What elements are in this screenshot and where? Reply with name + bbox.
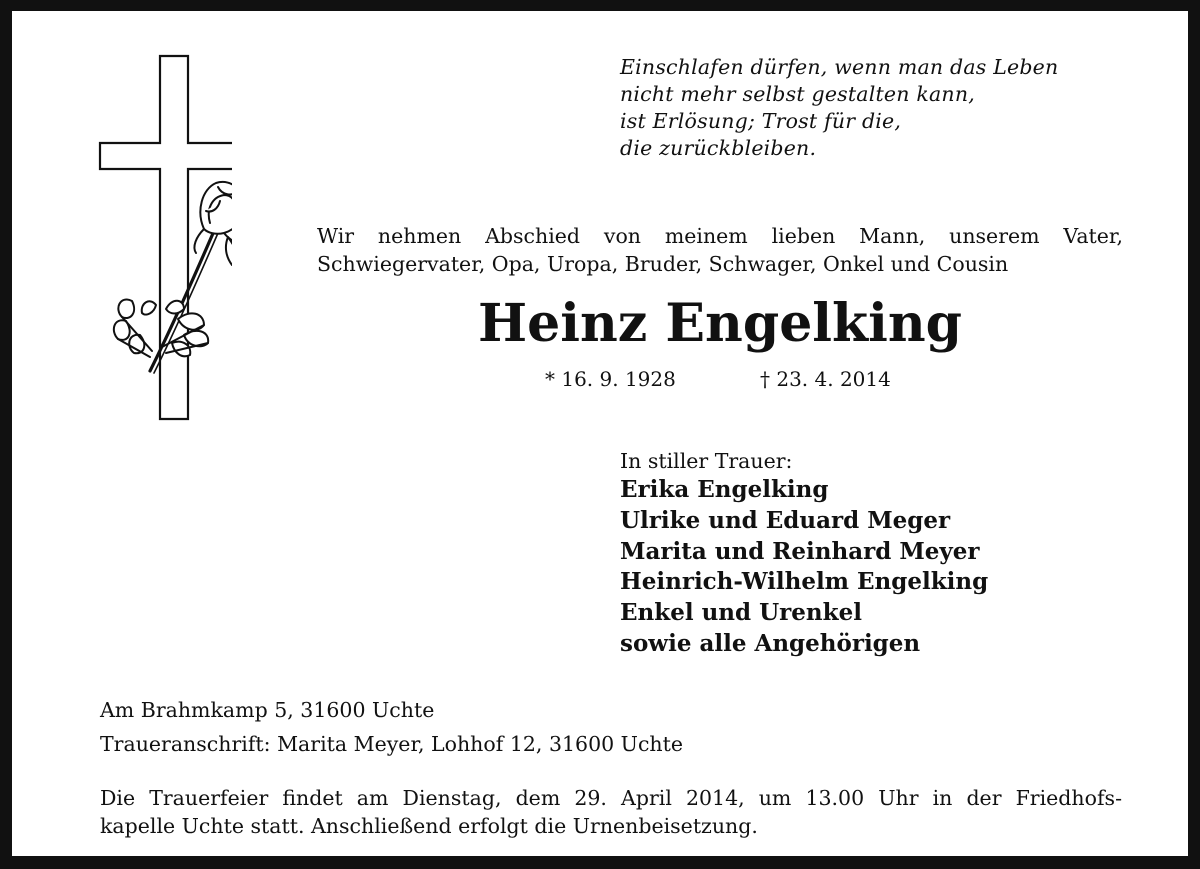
mourner-name: Ulrike und Eduard Meger [620,506,951,534]
notice-line: kapelle Uchte statt. Anschließend erfolgt die Urnenbeisetzung. [100,814,758,838]
quote-line: Einschlafen dürfen, wenn man das Leben [620,55,1059,79]
memorial-quote [620,54,1058,162]
notice-line: Die Trauerfeier findet am Dienstag, dem 29. April 2014, um 13.00 Uhr in der Friedhofs- [100,786,1122,810]
mourners-lead: In stiller Trauer: [620,449,793,473]
birth-date: * 16. 9. 1928 [545,367,676,391]
deceased-name: Heinz Engelking [478,293,962,354]
home-address: Am Brahmkamp 5, 31600 Uchte [100,698,435,722]
mourners-list [620,447,988,660]
mourner-name: Erika Engelking [620,476,829,503]
farewell-intro [317,222,1123,278]
cross-with-rose-icon [92,51,232,430]
quote-line: ist Erlösung; Trost für die, [620,109,902,133]
funeral-notice [100,784,1122,840]
mourner-name: Enkel und Urenkel [620,599,862,627]
mourning-address: Traueranschrift: Marita Meyer, Lohhof 12, 31600 Uchte [100,732,684,756]
intro-line: Schwiegervater, Opa, Uropa, Bruder, Schwager, Onkel und Cousin [317,252,1009,276]
quote-line: die zurückbleiben. [620,136,817,160]
mourner-name: Heinrich-Wilhelm Engelking [620,568,989,596]
intro-line: Wir nehmen Abschied von meinem lieben Mann, unserem Vater, [317,224,1123,248]
mourner-name: sowie alle Angehörigen [620,629,921,657]
mourner-name: Marita und Reinhard Meyer [620,537,980,565]
death-date: † 23. 4. 2014 [760,367,891,391]
rose-icon [114,182,232,373]
quote-line: nicht mehr selbst gestalten kann, [620,82,975,106]
